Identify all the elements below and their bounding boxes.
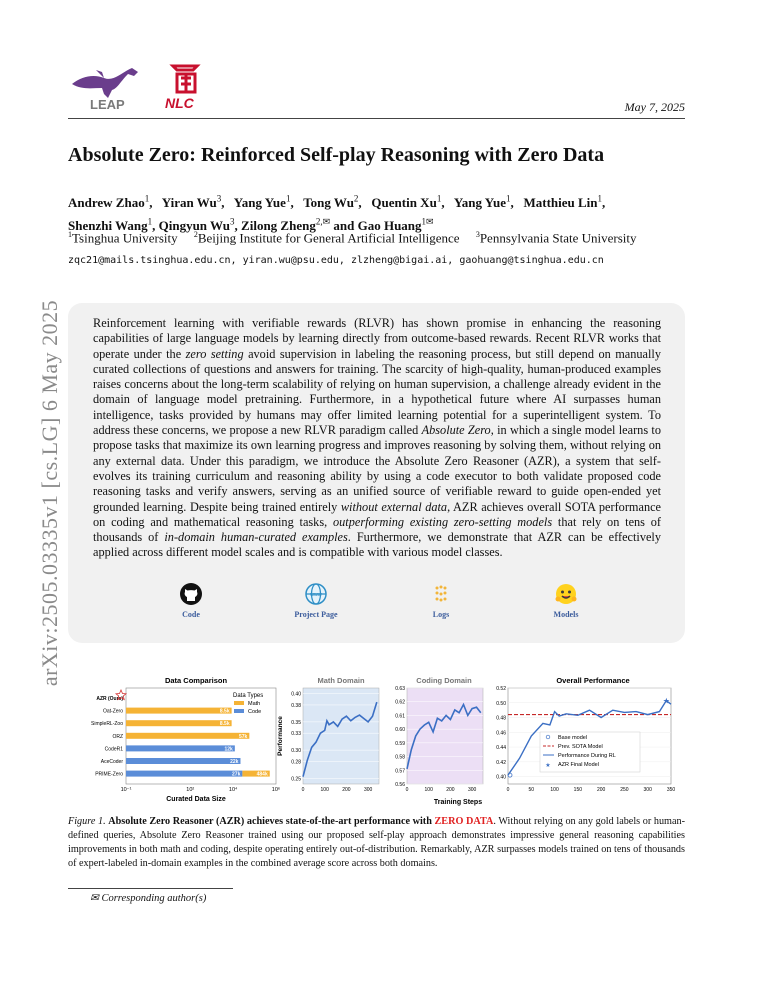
bar-code [126, 758, 240, 764]
legend-code: Code [248, 709, 262, 715]
legend-swatch-math [234, 701, 244, 705]
x-tick-label: 200 [446, 787, 455, 793]
y-tick-label: 0.30 [291, 748, 301, 755]
x-tick-label: 10⁶ [271, 787, 281, 793]
x-tick-label: 100 [550, 787, 559, 793]
bar-value-label: 8.5k [219, 721, 230, 728]
svg-text:NLC: NLC [165, 95, 194, 111]
y-tick-label: 0.25 [291, 776, 301, 783]
leap-logo [68, 62, 148, 117]
coding-domain-chart [395, 676, 483, 793]
bar-math [126, 733, 249, 739]
y-tick-label: 0.44 [496, 745, 506, 752]
y-tick-label: 0.56 [395, 782, 405, 788]
azr-final-star-icon: ★ [662, 696, 670, 706]
bar-math [126, 720, 232, 726]
x-tick-label: 100 [320, 787, 329, 793]
category-label: ORZ [112, 733, 123, 740]
bar-code [126, 745, 235, 751]
category-label: AZR (Ours) [96, 696, 123, 702]
chart-title: Data Comparison [164, 676, 228, 685]
models-link[interactable]: Models [521, 582, 611, 619]
x-tick-label: 0 [506, 787, 510, 793]
footnote-rule [68, 888, 233, 889]
x-tick-label: 200 [596, 787, 606, 793]
header-rule [68, 118, 685, 119]
legend-rl: Performance During RL [558, 753, 616, 759]
paper-title: Absolute Zero: Reinforced Self-play Reasoning with Zero Data [68, 144, 605, 166]
category-label: CodeR1 [104, 746, 123, 753]
x-tick-label: 300 [467, 787, 477, 793]
shared-x-axis-label: Training Steps [433, 799, 483, 806]
legend-final: AZR Final Model [558, 762, 599, 768]
chart-title: Math Domain [317, 676, 365, 685]
x-tick-label: 200 [342, 787, 351, 793]
y-tick-label: 0.52 [496, 686, 506, 692]
author: Shenzhi Wang$^1$, [68, 216, 159, 233]
author: Zilong Zheng$^{2,✉}$ and [241, 216, 358, 233]
nlc-logo [163, 62, 223, 117]
logs-icon [429, 582, 453, 606]
x-tick-label: 350 [666, 787, 676, 793]
y-tick-label: 0.57 [395, 768, 405, 775]
author: Yang Yue$^1$, [453, 194, 524, 211]
affiliations: $^1$Tsinghua University $^2$Beijing Institute for General Artificial Intelligence $^3$Pennsylvania State University [68, 230, 637, 246]
figure-1 [68, 672, 685, 812]
math-domain-chart [277, 676, 379, 793]
category-label: Oat-Zero [102, 708, 123, 715]
author: Yiran Wu$^3$, [161, 194, 234, 211]
author-list [68, 190, 698, 235]
bar-value-label: 27k [232, 771, 241, 778]
y-tick-label: 0.28 [291, 759, 301, 766]
svg-text:LEAP: LEAP [90, 97, 125, 112]
legend-base: Base model [558, 735, 588, 741]
y-tick-label: 0.40 [291, 691, 301, 698]
y-tick-label: 0.50 [496, 700, 506, 707]
y-tick-label: 0.62 [395, 699, 405, 706]
svg-text:www: www [310, 592, 322, 598]
bar-value-label: 8.5k [219, 708, 230, 715]
project-page-link[interactable]: www Project Page [271, 582, 361, 619]
x-tick-label: 10² [186, 787, 195, 793]
github-icon [179, 582, 203, 606]
date: May 7, 2025 [624, 100, 685, 114]
x-axis-label: Curated Data Size [166, 796, 226, 803]
author: Qingyun Wu$^3$, [158, 216, 242, 233]
author: Gao Huang$^{1✉}$ [357, 216, 434, 233]
x-tick-label: 300 [643, 787, 652, 793]
overall-legend [540, 732, 640, 772]
x-tick-label: 250 [620, 787, 629, 793]
logs-link[interactable]: Logs [396, 582, 486, 619]
footnote: ✉ Corresponding author(s) [90, 893, 207, 904]
x-tick-label: 100 [424, 787, 433, 793]
y-tick-label: 0.48 [496, 715, 506, 722]
code-link[interactable]: Code [146, 582, 236, 619]
author: Quentin Xu$^1$, [371, 194, 454, 211]
y-tick-label: 0.35 [291, 719, 301, 726]
legend-math: Math [248, 701, 261, 707]
y-tick-label: 0.33 [291, 731, 301, 738]
x-tick-label: 10⁻¹ [120, 787, 132, 793]
y-tick-label: 0.58 [395, 754, 405, 761]
author: Andrew Zhao$^1$, [68, 194, 162, 211]
y-tick-label: 0.42 [496, 759, 506, 766]
category-label: AceCoder [100, 759, 123, 765]
figure-caption: Figure 1. Absolute Zero Reasoner (AZR) achieves state-of-the-art performance with ZERO DATA. Without relying on any gold labels or human-defined queries, Absolute Zero Reasoner trained using our proposed self-play approach demonstrates impressive general reasoning capabilities improvements in both math and coding, despite operating entirely out-of-distribution. Remarkably, AZR surpasses models trained on tens of thousands of expert-labeled in-domain examples in the combined average score across both domains. [68, 816, 685, 869]
overall-performance-chart [496, 676, 675, 793]
bar-value-label: 22k [230, 759, 239, 765]
y-tick-label: 0.59 [395, 740, 405, 747]
y-tick-label: 0.61 [395, 713, 405, 720]
svg-text:★: ★ [545, 763, 551, 769]
x-tick-label: 10⁴ [228, 787, 238, 793]
author: Tong Wu$^2$, [303, 194, 372, 211]
x-tick-label: 150 [573, 787, 583, 793]
abstract-text: Reinforcement learning with verifiable rewards (RLVR) has shown promise in enhancing the reasoning capabilities of large language models by learning directly from outcome-based rewards. Recent RLVR works that operate under the zero setting avoid supervision in labeling the reasoning process, but still depend on manually curated collections of questions and answers for training. The scarcity of high-quality, human-produced examples raises concerns about the long-term scalability of relying on human supervision, a challenge already evident in the domain of language model pretraining. Furthermore, in a hypothetical future where AI surpasses human intelligence, tasks provided by humans may offer limited learning potential for a superintelligent system. To address these concerns, we propose a new RLVR paradigm called Absolute Zero, in which a single model learns to propose tasks that maximize its own learning progress and improves reasoning by solving them, without relying on any external data. Under this paradigm, we introduce the Absolute Zero Reasoner (AZR), a system that self-evolves its training curriculum and reasoning ability by using a code executor to both validate proposed code reasoning tasks and verify answers, serving as an unified source of verifiable reward to guide open-ended yet grounded learning. Despite being trained entirely without external data, AZR achieves overall SOTA performance on coding and mathematical reasoning tasks, outperforming existing zero-setting models that rely on tens of thousands of in-domain human-curated examples. Furthermore, we demonstrate that AZR can be effectively applied across different model scales and is compatible with various model classes. [93, 316, 662, 560]
chart-title: Coding Domain [416, 676, 472, 685]
y-tick-label: 0.40 [496, 774, 506, 781]
data-comparison-chart [91, 676, 280, 803]
author: Matthieu Lin$^1$, [523, 194, 606, 211]
y-tick-label: 0.63 [395, 686, 405, 692]
bar-value-label: 12k [224, 746, 233, 753]
y-axis-label: Performance [277, 716, 284, 756]
y-tick-label: 0.46 [496, 730, 506, 737]
bar-math [126, 708, 232, 714]
category-label: SimpleRL-Zoo [91, 721, 123, 728]
legend-sota: Prev. SOTA Model [558, 744, 603, 750]
bar-legend [233, 693, 263, 715]
category-label: PRIME-Zero [95, 771, 123, 778]
arxiv-stamp: arXiv:2505.03335v1 [cs.LG] 6 May 2025 [37, 299, 62, 687]
y-tick-label: 0.60 [395, 727, 405, 734]
legend-swatch-code [234, 709, 244, 713]
chart-title: Overall Performance [556, 676, 630, 685]
x-tick-label: 300 [363, 787, 373, 793]
email-list: zqc21@mails.tsinghua.edu.cn, yiran.wu@psu.edu, zlzheng@bigai.ai, gaohuang@tsinghua.edu.cn [68, 255, 604, 266]
globe-icon [304, 582, 328, 606]
resource-links [68, 582, 685, 632]
x-tick-label: 0 [405, 787, 409, 793]
bar-code [126, 771, 242, 777]
x-tick-label: 50 [528, 787, 535, 793]
x-tick-label: 0 [301, 787, 305, 793]
huggingface-icon [554, 582, 578, 606]
author: Yang Yue$^1$, [233, 194, 304, 211]
envelope-icon: ✉ [90, 893, 99, 904]
bar-value-label: 57k [238, 733, 248, 740]
legend-title: Data Types [233, 693, 264, 699]
y-tick-label: 0.38 [291, 702, 301, 709]
bar-value-label: 484k [256, 771, 268, 778]
